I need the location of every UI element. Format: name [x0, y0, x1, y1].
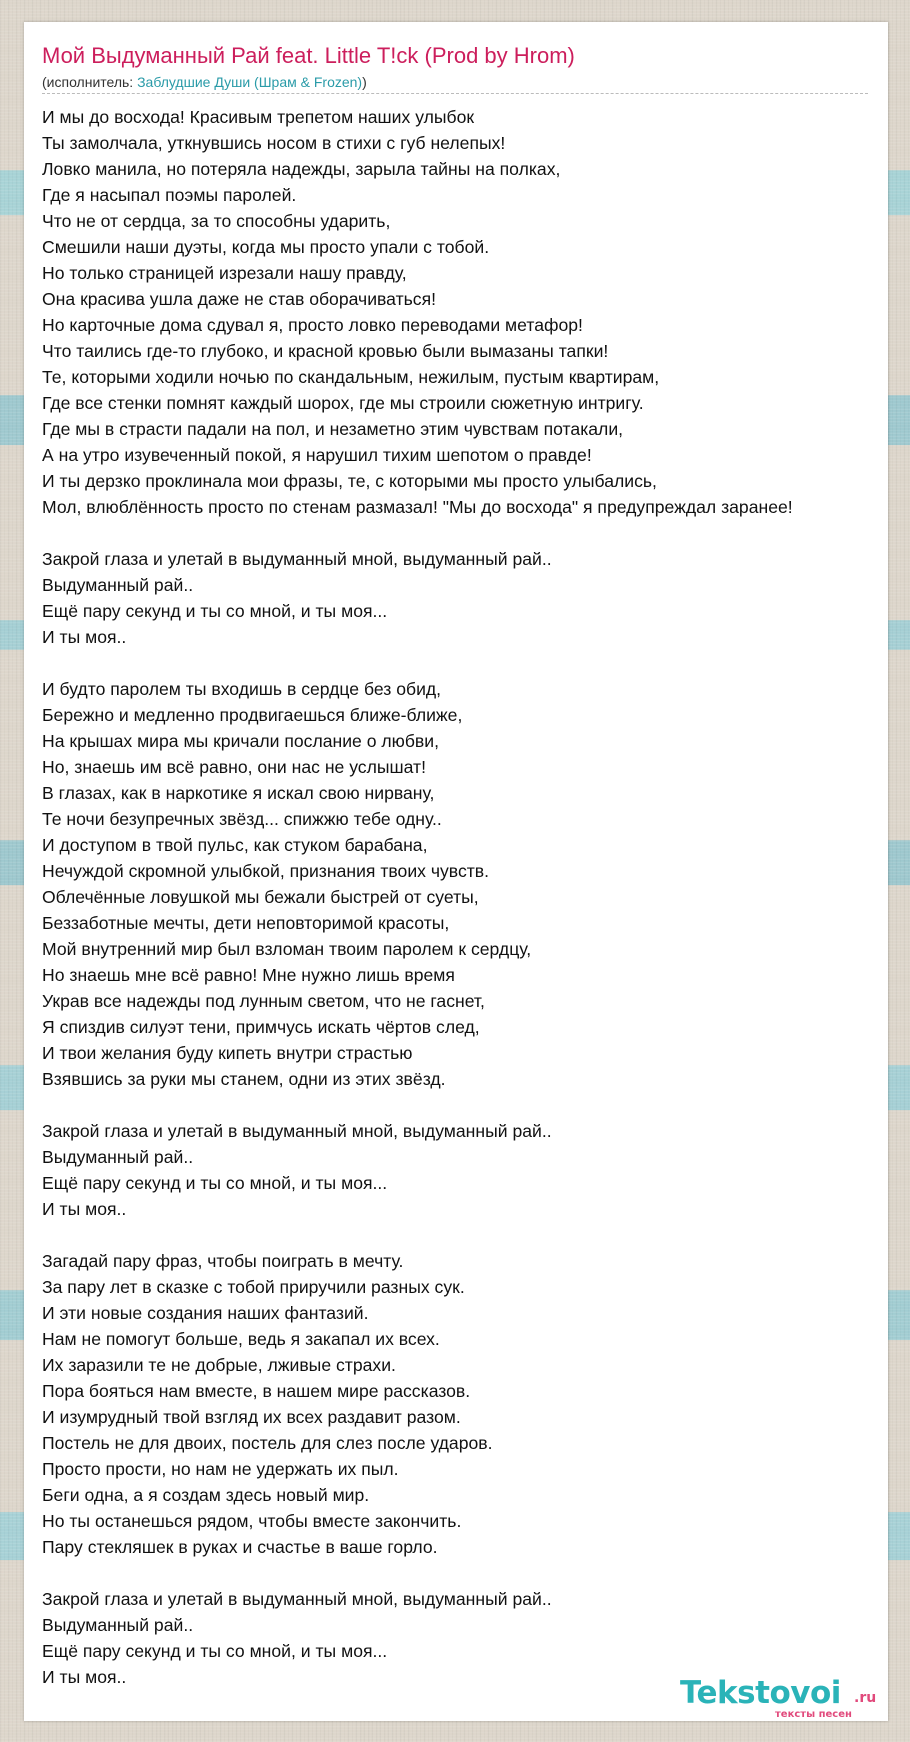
lyric-line: Пора бояться нам вместе, в нашем мире рассказов.	[42, 1381, 471, 1401]
lyric-line: Загадай пару фраз, чтобы поиграть в мечту.	[42, 1251, 404, 1271]
lyric-line: Украв все надежды под лунным светом, что не гаснет,	[42, 991, 485, 1011]
lyric-line: Где я насыпал поэмы паролей.	[42, 185, 297, 205]
lyric-line: Закрой глаза и улетай в выдуманный мной, выдуманный рай..	[42, 549, 552, 569]
artist-prefix: (исполнитель:	[42, 74, 138, 90]
lyric-line: Их заразили те не добрые, лживые страхи.	[42, 1355, 396, 1375]
lyric-line: Закрой глаза и улетай в выдуманный мной, выдуманный рай..	[42, 1121, 552, 1141]
lyric-line: И ты дерзко проклинала мои фразы, те, с которыми мы просто улыбались,	[42, 471, 657, 491]
lyric-line: Нечуждой скромной улыбкой, признания твоих чувств.	[42, 861, 490, 881]
lyric-line: Что таились где-то глубоко, и красной кровью были вымазаны тапки!	[42, 341, 609, 361]
lyric-line: Облечённые ловушкой мы бежали быстрей от суеты,	[42, 887, 479, 907]
lyric-line: И изумрудный твой взгляд их всех раздавит разом.	[42, 1407, 461, 1427]
lyric-line: И будто паролем ты входишь в сердце без обид,	[42, 679, 442, 699]
lyric-line: Мол, влюблённость просто по стенам размазал! "Мы до восхода" я предупреждал заранее!	[42, 497, 793, 517]
lyric-line: Постель не для двоих, постель для слез после ударов.	[42, 1433, 493, 1453]
lyric-line: Ты замолчала, уткнувшись носом в стихи с губ нелепых!	[42, 133, 506, 153]
lyric-line: Ещё пару секунд и ты со мной, и ты моя...	[42, 601, 388, 621]
lyric-line: Беги одна, а я создам здесь новый мир.	[42, 1485, 370, 1505]
lyric-line: И ты моя..	[42, 1199, 127, 1219]
artist-suffix: )	[362, 74, 367, 90]
lyric-line: Мой внутренний мир был взломан твоим паролем к сердцу,	[42, 939, 532, 959]
lyric-line: Нам не помогут больше, ведь я закапал их всех.	[42, 1329, 440, 1349]
lyric-line: Где все стенки помнят каждый шорох, где мы строили сюжетную интригу.	[42, 393, 644, 413]
lyric-line: И твои желания буду кипеть внутри страстью	[42, 1043, 413, 1063]
verse	[42, 546, 910, 650]
lyric-line: Я спиздив силуэт тени, примчусь искать чёртов след,	[42, 1017, 480, 1037]
lyric-line: Смешили наши дуэты, когда мы просто упали с тобой.	[42, 237, 490, 257]
lyric-line: За пару лет в сказке с тобой приручили разных сук.	[42, 1277, 465, 1297]
lyric-line: Где мы в страсти падали на пол, и незаметно этим чувствам потакали,	[42, 419, 624, 439]
artist-line	[42, 73, 367, 91]
lyric-line: Беззаботные мечты, дети неповторимой красоты,	[42, 913, 450, 933]
lyric-line: Но ты останешься рядом, чтобы вместе закончить.	[42, 1511, 462, 1531]
song-title: Мой Выдуманный Рай feat. Little T!ck (Prod by Hrom)	[42, 43, 575, 68]
lyric-line: Но, знаешь им всё равно, они нас не услышат!	[42, 757, 426, 777]
lyric-line: А на утро изувеченный покой, я нарушил тихим шепотом о правде!	[42, 445, 592, 465]
lyric-line: Выдуманный рай..	[42, 575, 194, 595]
verse	[42, 1118, 910, 1222]
lyric-line: На крышах мира мы кричали послание о любви,	[42, 731, 439, 751]
lyric-line: Ещё пару секунд и ты со мной, и ты моя...	[42, 1641, 388, 1661]
lyric-line: Но знаешь мне всё равно! Мне нужно лишь время	[42, 965, 455, 985]
site-logo[interactable]	[680, 1676, 880, 1720]
lyric-line: Те, которыми ходили ночью по скандальным, нежилым, пустым квартирам,	[42, 367, 660, 387]
lyric-line: Но карточные дома сдувал я, просто ловко переводами метафор!	[42, 315, 583, 335]
lyric-line: Но только страницей изрезали нашу правду,	[42, 263, 407, 283]
logo-name: Tekstovoi	[680, 1675, 841, 1711]
lyric-line: Ещё пару секунд и ты со мной, и ты моя...	[42, 1173, 388, 1193]
lyric-line: В глазах, как в наркотике я искал свою нирвану,	[42, 783, 435, 803]
artist-link[interactable]: Заблудшие Души (Шрам & Frozen)	[137, 74, 363, 90]
lyric-line: И мы до восхода! Красивым трепетом наших улыбок	[42, 107, 475, 127]
lyric-line: И доступом в твой пульс, как стуком барабана,	[42, 835, 428, 855]
logo-tagline: тексты песен	[775, 1709, 852, 1720]
lyrics-text	[42, 104, 910, 1716]
lyric-line: Ловко манила, но потеряла надежды, зарыла тайны на полках,	[42, 159, 561, 179]
lyric-line: Выдуманный рай..	[42, 1615, 194, 1635]
lyric-line: Бережно и медленно продвигаешься ближе-ближе,	[42, 705, 463, 725]
verse	[42, 676, 910, 1092]
lyric-line: И ты моя..	[42, 1667, 127, 1687]
verse	[42, 1248, 910, 1560]
lyrics-card	[24, 22, 888, 1721]
lyric-line: Взявшись за руки мы станем, одни из этих звёзд.	[42, 1069, 446, 1089]
lyric-line: Она красива ушла даже не став оборачиваться!	[42, 289, 437, 309]
lyric-line: И эти новые создания наших фантазий.	[42, 1303, 369, 1323]
logo-tld: .ru	[854, 1690, 877, 1706]
lyric-line: Что не от сердца, за то способны ударить,	[42, 211, 391, 231]
lyric-line: И ты моя..	[42, 627, 127, 647]
lyric-line: Просто прости, но нам не удержать их пыл.	[42, 1459, 399, 1479]
lyric-line: Закрой глаза и улетай в выдуманный мной, выдуманный рай..	[42, 1589, 552, 1609]
lyric-line: Выдуманный рай..	[42, 1147, 194, 1167]
title-divider	[42, 93, 868, 94]
lyric-line: Те ночи безупречных звёзд... спижжю тебе одну..	[42, 809, 442, 829]
lyric-line: Пару стекляшек в руках и счастье в ваше горло.	[42, 1537, 438, 1557]
verse	[42, 104, 910, 520]
